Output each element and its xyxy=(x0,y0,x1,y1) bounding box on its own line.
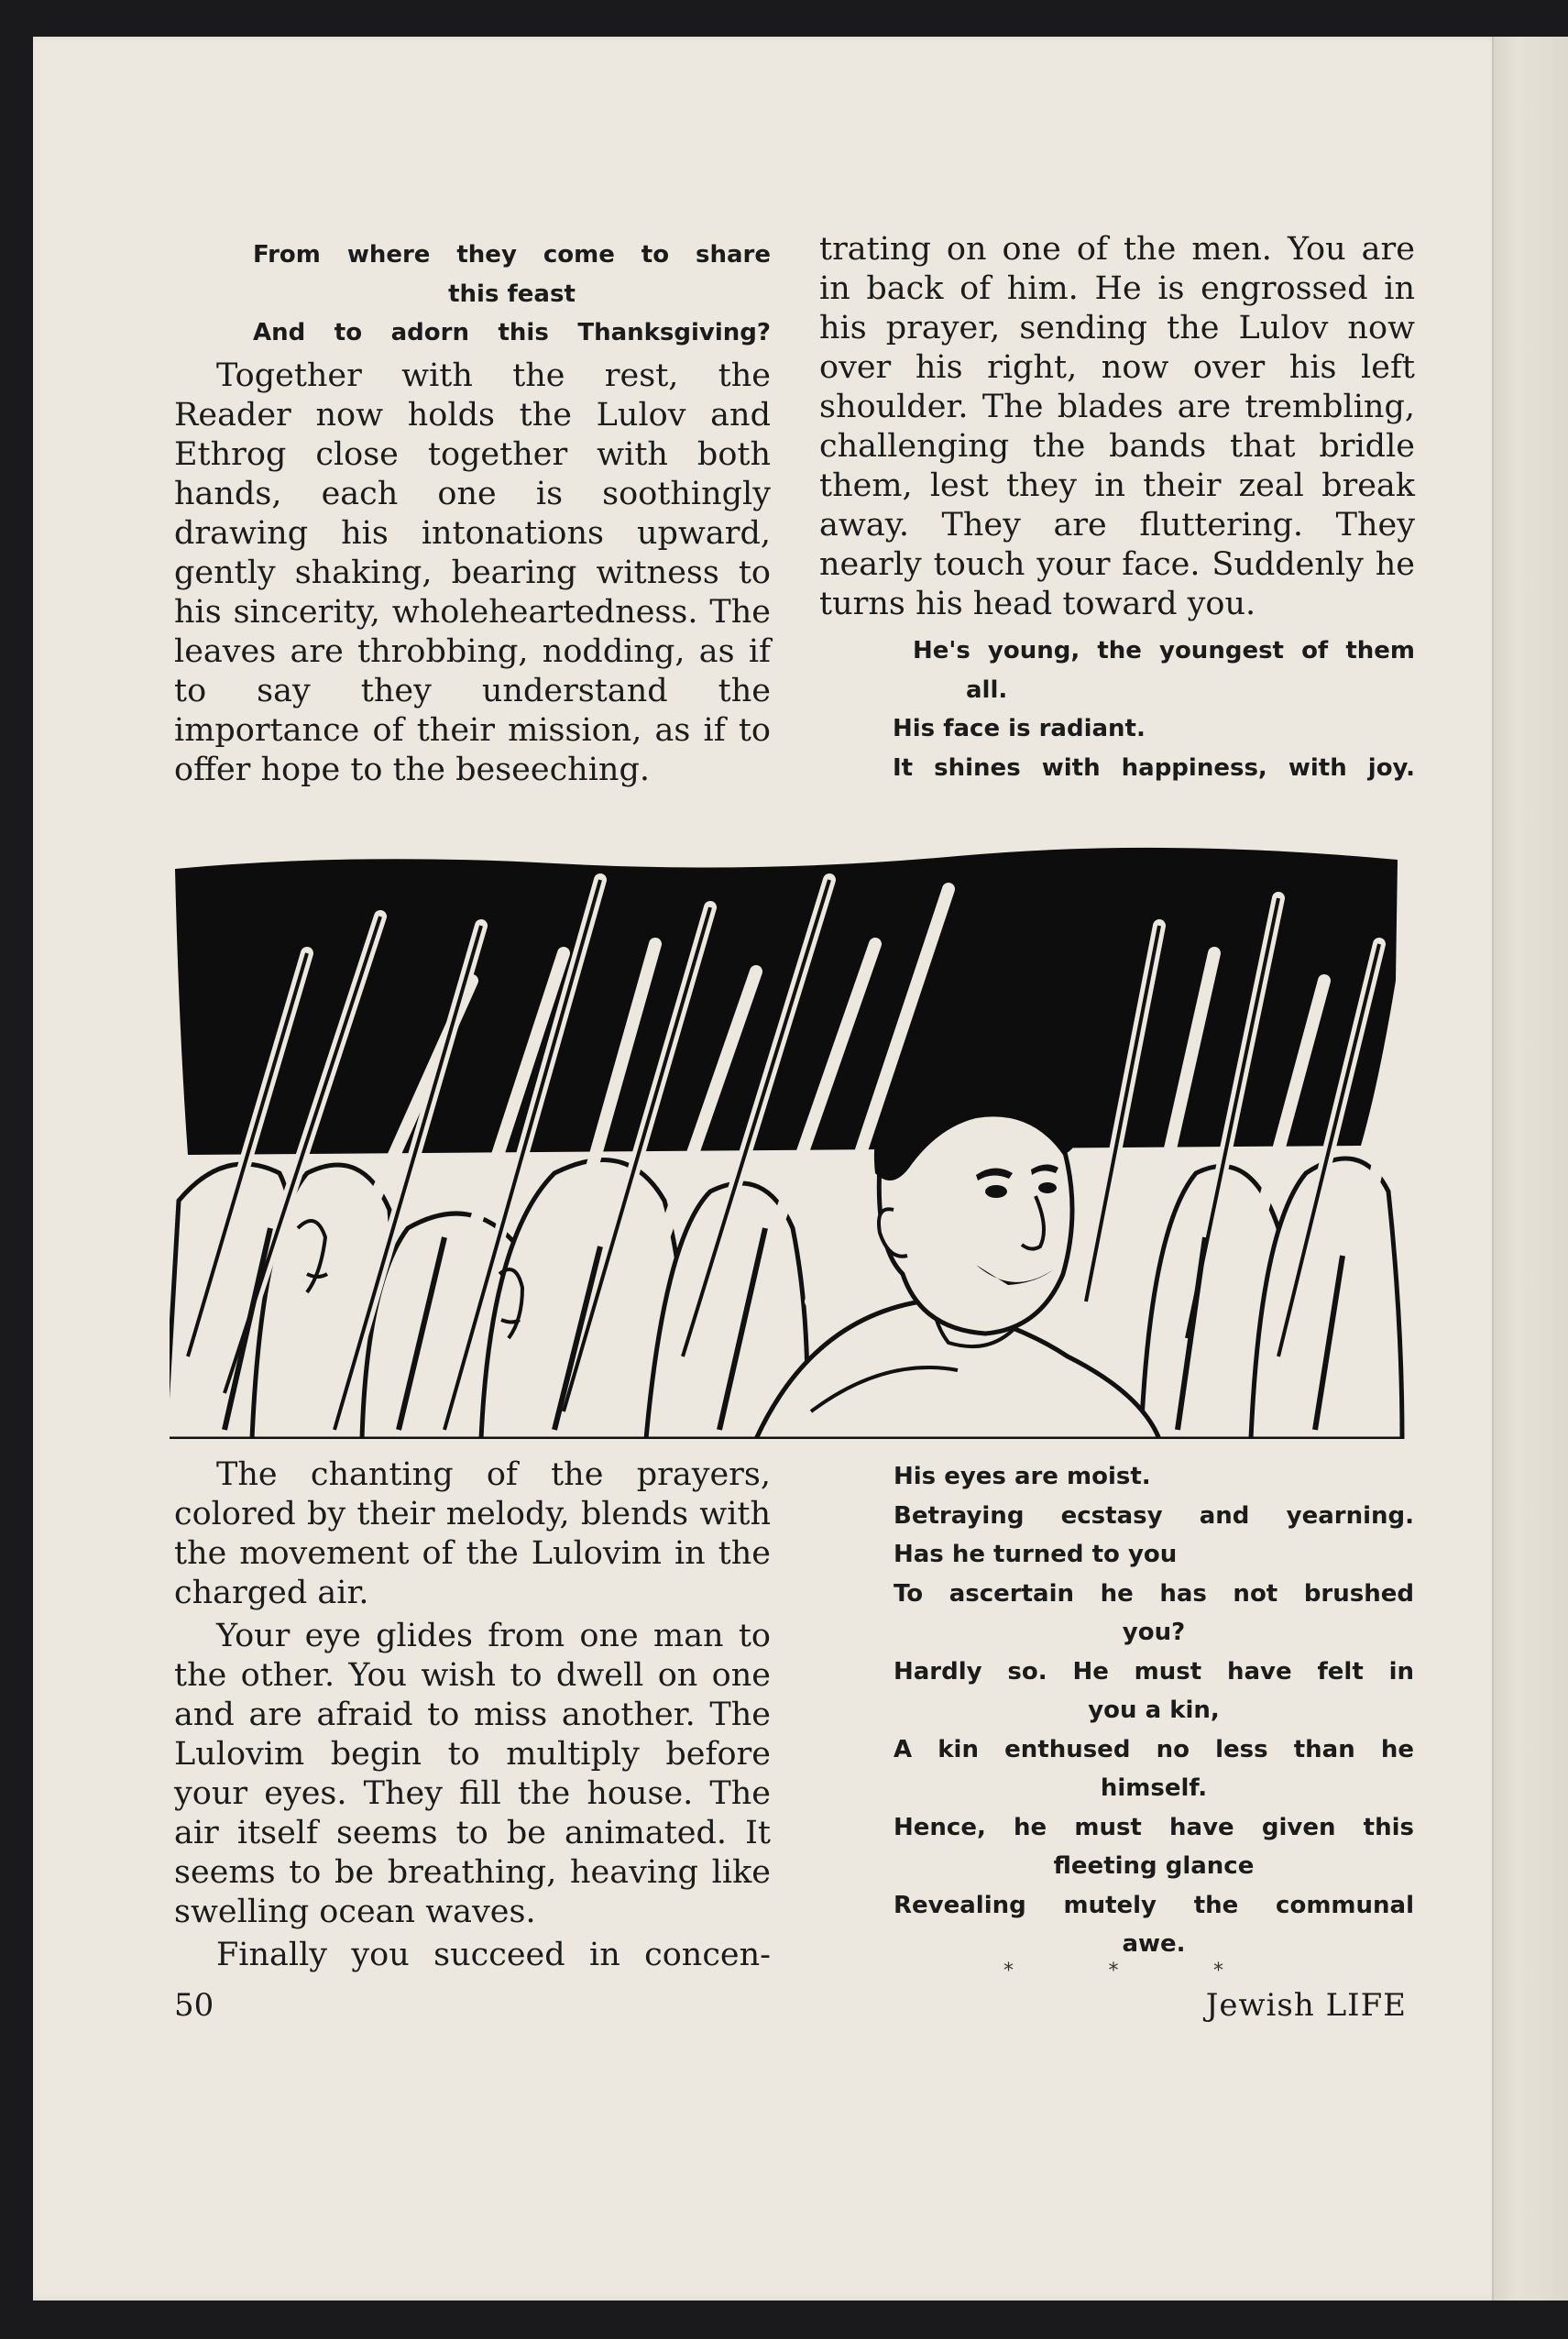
verse-line: From where they come to share xyxy=(253,241,771,269)
verse-line: A kin enthused no less than he xyxy=(894,1735,1414,1763)
paragraph: The chanting of the prayers, colored by their melody, blends with the movement of the Lulovim in the charged air. xyxy=(174,1456,771,1611)
verse-line: fleeting glance xyxy=(1053,1852,1255,1880)
paragraph: trating on one of the men. You are in back of him. He is engrossed in his prayer, sending the Lulov now over his right, now over his left shoulder. The blades are trembling, challenging the bands that bridle them, lest they in their zeal break away. They are fluttering. They nearly touch your face. Suddenly he turns his head toward you. xyxy=(819,231,1415,622)
section-break xyxy=(1003,1960,1223,1982)
asterisk: * xyxy=(1213,1960,1223,1982)
verse-line: Hence, he must have given this xyxy=(894,1813,1414,1841)
paragraph: Your eye glides from one man to the other. You wish to dwell on one and are afraid to miss another. The Lulovim begin to multiply before your eyes. They fill the house. The air itself seems to be animated. It seems to be breathing, heaving like swelling ocean waves. xyxy=(174,1618,771,1930)
verse-line: himself. xyxy=(1100,1774,1208,1802)
column-bottom-left xyxy=(174,1455,771,1975)
verse-line: Revealing mutely the communal xyxy=(894,1891,1414,1919)
verse-line: He's young, the youngest of them xyxy=(913,637,1415,664)
verse-line: To ascertain he has not brushed xyxy=(894,1579,1414,1608)
verse-line: awe. xyxy=(1122,1930,1186,1958)
illustration-lulov-worshippers xyxy=(170,843,1416,1439)
verse-line: Hardly so. He must have felt in xyxy=(894,1657,1414,1686)
verse-line: all. xyxy=(966,675,1008,704)
verse-block-top-right xyxy=(819,631,1415,787)
asterisk: * xyxy=(1003,1960,1014,1982)
verse-line: It shines with happiness, with joy. xyxy=(893,753,1415,782)
next-page-edge xyxy=(1492,37,1568,2301)
publication-title: Jewish LIFE xyxy=(1205,1987,1407,2024)
verse-line: Has he turned to you xyxy=(894,1541,1178,1568)
verse-line: His eyes are moist. xyxy=(894,1463,1151,1490)
paragraph: Finally you succeed in concen- xyxy=(216,1937,771,1973)
verse-block-top-left xyxy=(174,236,771,353)
verse-line: And to adorn this Thanksgiving? xyxy=(253,319,771,346)
paragraph: Together with the rest, the Reader now holds the Lulov and Ethrog close together with both hands, each one is soothingly drawing his intonations upward, gently shaking, bearing witness to his sincerity, wholeheartedness. The leaves are throbbing, nodding, as if to say they understand the importance of their mission, as if to offer hope to the beseeching. xyxy=(174,357,771,788)
page-number: 50 xyxy=(174,1987,214,2024)
verse-block-bottom-right xyxy=(894,1457,1414,1964)
column-top-left xyxy=(174,236,771,790)
column-top-right xyxy=(819,231,1415,787)
verse-line: you a kin, xyxy=(1088,1697,1220,1724)
asterisk: * xyxy=(1108,1960,1119,1982)
verse-line: this feast xyxy=(448,280,576,308)
verse-line: Betraying ecstasy and yearning. xyxy=(894,1501,1414,1530)
verse-line: you? xyxy=(1122,1619,1186,1646)
verse-line: His face is radiant. xyxy=(893,715,1146,742)
